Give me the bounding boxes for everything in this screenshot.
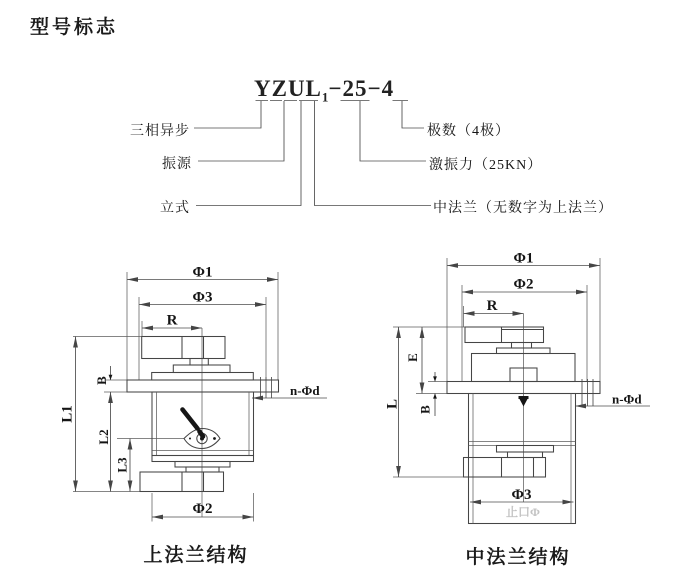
model-prefix: YZUL [254,76,322,101]
dim-nphid: n-Φd [290,383,320,398]
label-exciting-force: 激振力（25KN） [429,158,543,173]
dim-phi1: Φ1 [513,250,534,267]
dim-phi3: Φ3 [511,487,532,503]
label-three-phase-async: 三相异步 [130,124,190,139]
label-middle-flange: 中法兰（无数字为上法兰） [433,201,613,216]
shaft-key-icon [519,396,529,407]
caption-middle-flange-structure: 中法兰结构 [465,547,571,568]
model-suffix: −25−4 [328,76,395,101]
dim-phi2: Φ2 [192,501,213,517]
dim-phi2: Φ2 [513,276,534,293]
cable-icon [183,410,204,437]
dim-r: R [486,298,498,314]
dim-l2: L2 [96,429,111,445]
caption-top-flange-structure: 上法兰结构 [143,545,249,566]
dim-l: L [384,398,401,410]
dim-spigot-watermark: 止口Φ [506,505,540,519]
left-dim-lines [73,272,327,522]
left-dim-labels [60,265,321,518]
dim-r: R [166,312,178,329]
model-connector-lines [194,101,431,206]
left-drawing [60,265,328,522]
dim-e: E [405,353,420,362]
dim-b: B [417,405,433,414]
right-drawing [385,251,651,524]
label-pole-number: 极数（4极） [427,124,510,139]
model-subscript: 1 [321,89,329,105]
right-dim-lines [393,258,650,502]
right-dim-labels [385,251,643,520]
dim-l3: L3 [114,457,130,473]
dim-phi3: Φ3 [192,289,213,306]
dim-nphid: n-Φd [612,391,642,407]
dim-phi1: Φ1 [192,264,213,281]
dim-l1: L1 [59,405,76,423]
left-motor-outline [127,337,279,492]
terminal-box [183,410,221,449]
label-vibration-source: 振源 [162,157,192,172]
label-vertical-type: 立式 [160,201,190,216]
page-title: 型号标志 [30,17,119,38]
dim-b: B [94,376,109,385]
model-designation [254,76,394,106]
